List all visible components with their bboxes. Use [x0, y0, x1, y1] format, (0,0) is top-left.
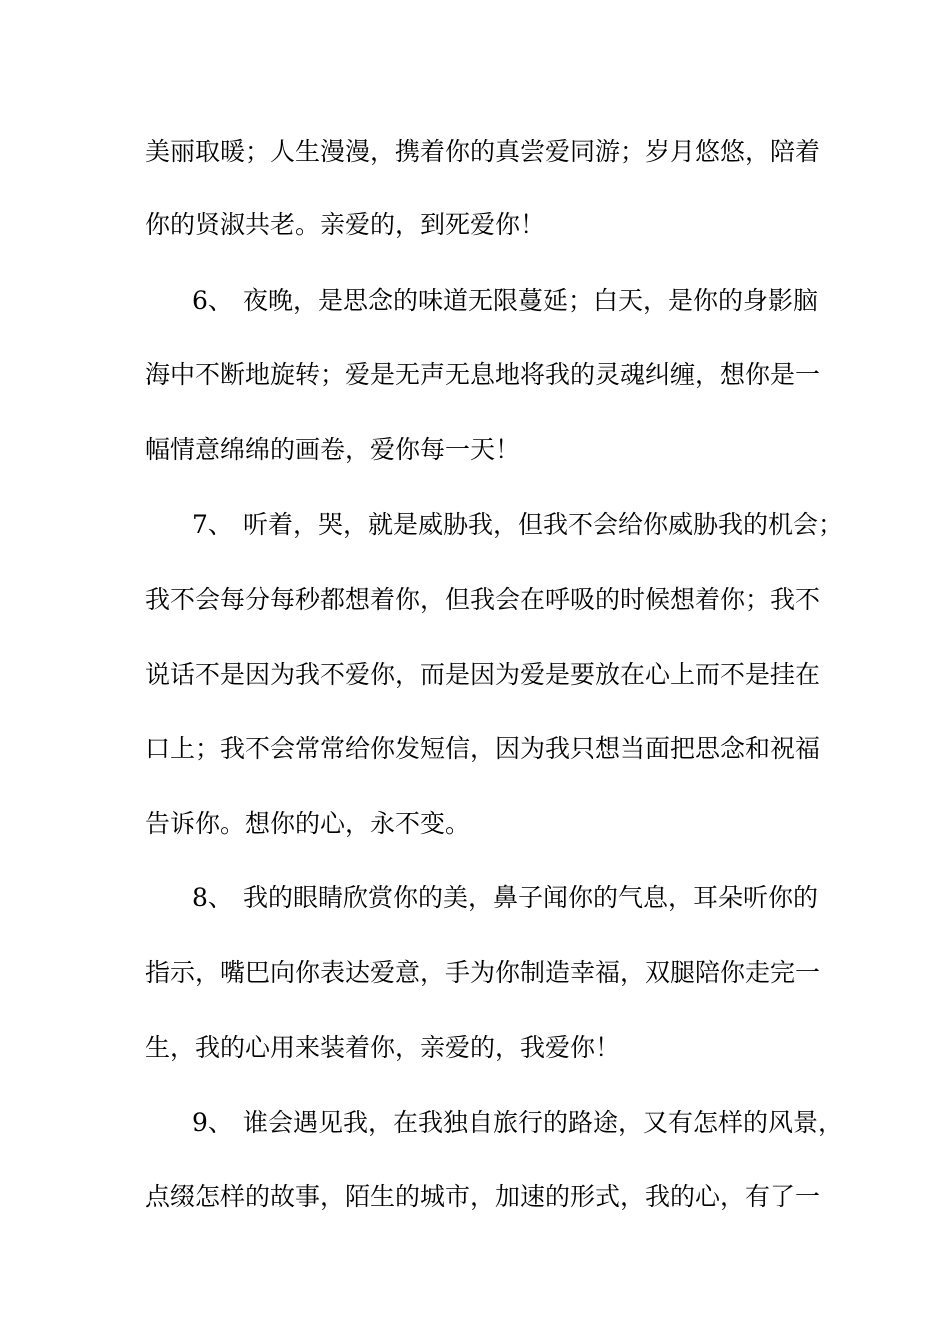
- item-number: 8、: [192, 883, 233, 912]
- item-first-line: 谁会遇见我，在我独自旅行的路途，又有怎样的风景，: [243, 1108, 844, 1137]
- item-first-line: 我的眼睛欣赏你的美，鼻子闻你的气息，耳朵听你的: [243, 883, 819, 912]
- paragraph-line: 指示，嘴巴向你表达爱意，手为你制造幸福，双腿陪你走完一: [145, 958, 821, 987]
- paragraph-line: 生，我的心用来装着你，亲爱的，我爱你！: [145, 1033, 621, 1062]
- item-number: 6、: [192, 286, 233, 315]
- item-first-line: 听着，哭，就是威胁我，但我不会给你威胁我的机会；: [243, 510, 844, 539]
- paragraph-line: 点缀怎样的故事，陌生的城市，加速的形式，我的心，有了一: [145, 1182, 821, 1211]
- paragraph-line: 美丽取暖；人生漫漫，携着你的真尝爱同游；岁月悠悠，陪着: [145, 137, 821, 166]
- item-number: 9、: [192, 1108, 233, 1137]
- paragraph-line: 海中不断地旋转；爱是无声无息地将我的灵魂纠缠，想你是一: [145, 360, 821, 389]
- paragraph-line: 告诉你。想你的心，永不变。: [145, 809, 471, 838]
- paragraph-line: 幅情意绵绵的画卷，爱你每一天！: [145, 435, 521, 464]
- item-first-line: 夜晚，是思念的味道无限蔓延；白天，是你的身影脑: [243, 286, 819, 315]
- item-number: 7、: [192, 510, 233, 539]
- paragraph-line: 你的贤淑共老。亲爱的，到死爱你！: [145, 210, 546, 239]
- paragraph-line: 说话不是因为我不爱你，而是因为爱是要放在心上而不是挂在: [145, 660, 821, 689]
- paragraph-line: 口上；我不会常常给你发短信，因为我只想当面把思念和祝福: [145, 734, 821, 763]
- paragraph-line: 我不会每分每秒都想着你，但我会在呼吸的时候想着你；我不: [145, 585, 821, 614]
